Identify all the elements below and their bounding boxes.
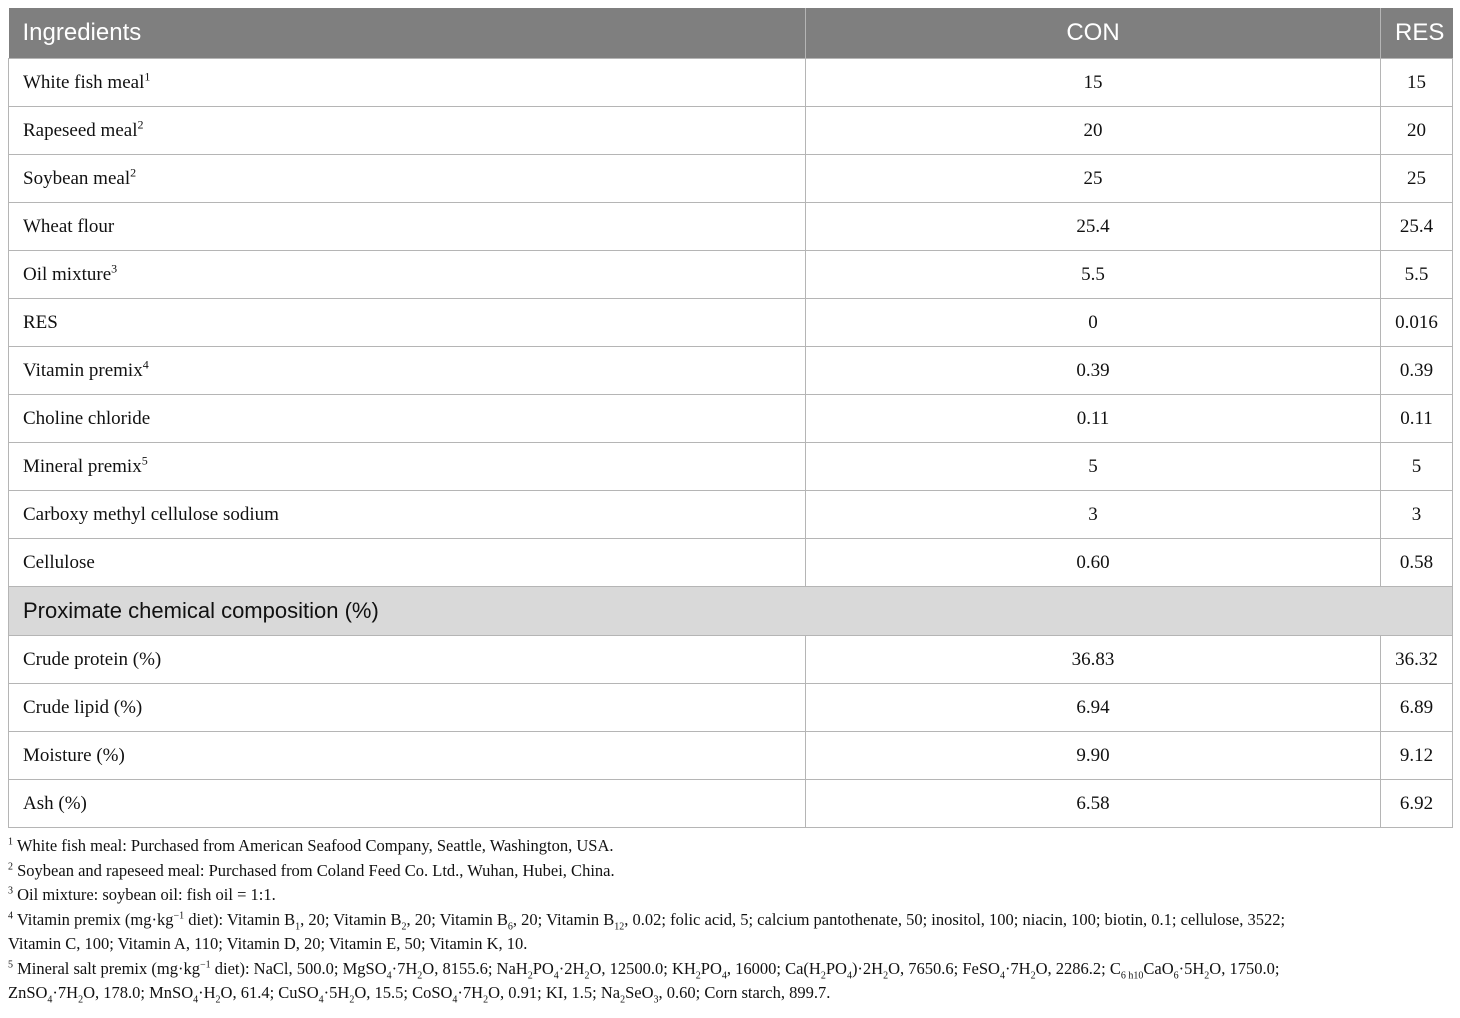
ingredient-name: Soybean meal$^2$	[9, 155, 806, 203]
footnote-4: $^4$ Vitamin premix ($mg\cdot kg^{-1}$ diet): Vitamin $B_1$, 20; Vitamin $B_2$, 20; Vitamin $B_6$, 20; Vitamin $B_{12}$, 0.02; folic acid, 5; calcium pantothenate, 50; inositol, 100; niacin, 100; biotin, 0.1; cellulose, 3522;	[8, 909, 1286, 932]
footnote-4-continued: Vitamin C, 100; Vitamin A, 110; Vitamin D, 20; Vitamin E, 50; Vitamin K, 10.	[8, 934, 528, 953]
table-row	[9, 155, 1453, 203]
con-value: 9.90	[806, 732, 1381, 780]
res-value: 0.39	[1381, 347, 1453, 395]
table-row	[9, 636, 1453, 684]
footnote-2: $^2$ Soybean and rapeseed meal: Purchased from Coland Feed Co. Ltd., Wuhan, Hubei, China.	[8, 860, 615, 880]
con-value: 0	[806, 299, 1381, 347]
diet-formulation-table	[8, 8, 1453, 828]
table-row	[9, 59, 1453, 107]
footnote-ref: 1	[144, 69, 151, 84]
con-value: 15	[806, 59, 1381, 107]
composition-name: Moisture (%)	[9, 732, 806, 780]
table-row	[9, 203, 1453, 251]
con-value: 5	[806, 443, 1381, 491]
table-row	[9, 347, 1453, 395]
res-value: 5.5	[1381, 251, 1453, 299]
header-ingredients: Ingredients	[9, 8, 806, 59]
footnote-ref: 4	[142, 357, 149, 372]
con-value: 25.4	[806, 203, 1381, 251]
footnote-ref: 3	[111, 261, 118, 276]
table-row	[9, 539, 1453, 587]
footnote-ref: 5	[141, 453, 148, 468]
composition-name: Crude protein (%)	[9, 636, 806, 684]
res-value: 0.11	[1381, 395, 1453, 443]
table-row	[9, 107, 1453, 155]
footnote-ref: 2	[130, 165, 137, 180]
res-value: 20	[1381, 107, 1453, 155]
con-value: 0.39	[806, 347, 1381, 395]
ingredient-name: Vitamin premix$^4$	[9, 347, 806, 395]
res-value: 5	[1381, 443, 1453, 491]
res-value: 6.92	[1381, 780, 1453, 828]
table-row	[9, 251, 1453, 299]
con-value: 5.5	[806, 251, 1381, 299]
con-value: 25	[806, 155, 1381, 203]
ingredient-name: Cellulose	[9, 539, 806, 587]
table-row	[9, 395, 1453, 443]
diet-formulation-table-container	[8, 8, 1452, 1006]
con-value: 20	[806, 107, 1381, 155]
con-value: 0.60	[806, 539, 1381, 587]
res-value: 15	[1381, 59, 1453, 107]
table-row	[9, 684, 1453, 732]
section-title: Proximate chemical composition (%)	[9, 587, 1453, 636]
con-value: 6.94	[806, 684, 1381, 732]
res-value: 25.4	[1381, 203, 1453, 251]
ingredient-name: Oil mixture$^3$	[9, 251, 806, 299]
footnote-3: $^3$ Oil mixture: soybean oil: fish oil = 1:1.	[8, 885, 276, 904]
res-value: 25	[1381, 155, 1453, 203]
table-row	[9, 299, 1453, 347]
res-value: 0.58	[1381, 539, 1453, 587]
ingredient-name: RES	[9, 299, 806, 347]
con-value: 3	[806, 491, 1381, 539]
ingredient-name: Wheat flour	[9, 203, 806, 251]
footnote-5-continued: $ZnSO_4\cdot 7H_2O$, 178.0; $MnSO_4\cdot H_2O$, 61.4; $CuSO_4\cdot 5H_2O$, 15.5; $CoSO_4\cdot 7H_2O$, 0.91; KI, 1.5; $Na_2SeO_3$, 0.60; Corn starch, 899.7.	[8, 983, 831, 1006]
footnote-5: $^5$ Mineral salt premix ($mg\cdot kg^{-1}$ diet): NaCl, 500.0; $MgSO_4\cdot 7H_2O$, 8155.6; $NaH_2PO_4\cdot 2H_2O$, 12500.0; $KH_2PO_4$, 16000; $Ca(H_2PO_4)\cdot 2H_2O$, 7650.6; $FeSO_4\cdot 7H_2O$, 2286.2; $C_{6 h10}CaO_6\cdot 5H_2O$, 1750.0;	[8, 958, 1280, 981]
res-value: 3	[1381, 491, 1453, 539]
composition-name: Ash (%)	[9, 780, 806, 828]
header-con: CON	[806, 8, 1381, 59]
ingredient-name: Choline chloride	[9, 395, 806, 443]
footnotes	[8, 834, 1452, 1006]
header-res: RES	[1381, 8, 1453, 59]
ingredient-name: Mineral premix$^5$	[9, 443, 806, 491]
footnote-ref: 2	[137, 117, 144, 132]
res-value: 6.89	[1381, 684, 1453, 732]
con-value: 36.83	[806, 636, 1381, 684]
composition-name: Crude lipid (%)	[9, 684, 806, 732]
ingredient-name: Carboxy methyl cellulose sodium	[9, 491, 806, 539]
table-row	[9, 491, 1453, 539]
con-value: 0.11	[806, 395, 1381, 443]
res-value: 9.12	[1381, 732, 1453, 780]
table-row	[9, 780, 1453, 828]
res-value: 0.016	[1381, 299, 1453, 347]
ingredient-name: White fish meal$^1$	[9, 59, 806, 107]
section-header-row	[9, 587, 1453, 636]
ingredient-name: Rapeseed meal$^2$	[9, 107, 806, 155]
table-row	[9, 443, 1453, 491]
res-value: 36.32	[1381, 636, 1453, 684]
table-header-row	[9, 8, 1453, 59]
table-row	[9, 732, 1453, 780]
con-value: 6.58	[806, 780, 1381, 828]
footnote-1: $^1$ White fish meal: Purchased from American Seafood Company, Seattle, Washington, USA.	[8, 836, 614, 855]
